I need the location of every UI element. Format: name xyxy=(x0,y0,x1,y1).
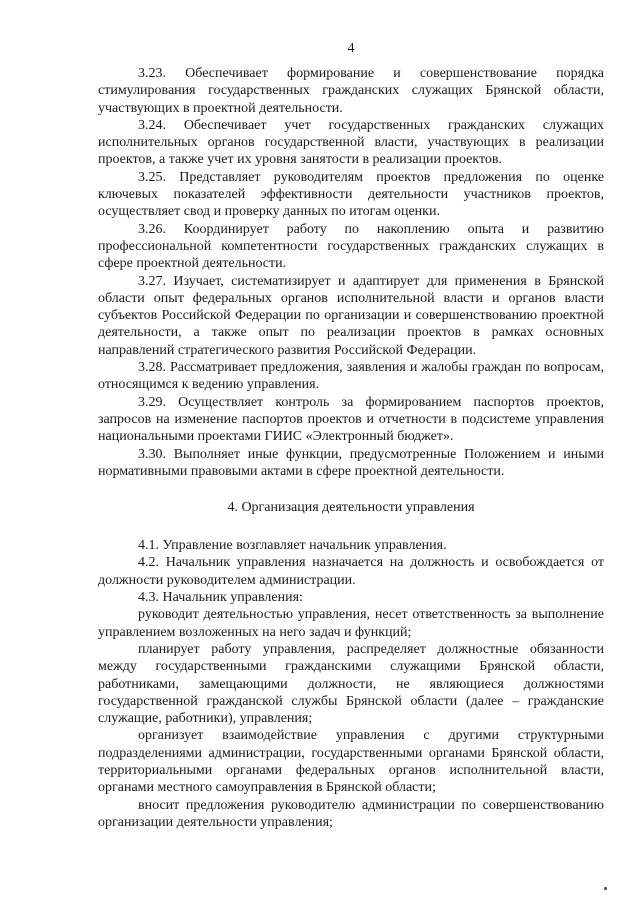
organization-section xyxy=(98,537,604,831)
paragraph-duty-4: вносит предложения руководителю администрации по совершенствованию организации деятельности управления; xyxy=(98,797,604,830)
paragraph-3-24: 3.24. Обеспечивает учет государственных гражданских служащих исполнительных органов государственной власти, участвующих в реализации проектов, а также учет их уровня занятости в реализации проектов. xyxy=(98,117,604,168)
paragraph-3-29: 3.29. Осуществляет контроль за формированием паспортов проектов, запросов на изменение паспортов проектов и отчетности в подсистеме управления национальными проектами ГИИС «Электронный бюджет». xyxy=(98,394,604,445)
paragraph-4-3: 4.3. Начальник управления: xyxy=(138,590,303,606)
paragraph-duty-1: руководит деятельностью управления, несет ответственность за выполнение управлением возложенных на него задач и функций; xyxy=(98,607,604,640)
paragraph-4-2: 4.2. Начальник управления назначается на должность и освобождается от должности руководителем администрации. xyxy=(98,555,604,588)
paragraph-3-23: 3.23. Обеспечивает формирование и совершенствование порядка стимулирования государственных гражданских служащих Брянской области, участвующих в проектной деятельности. xyxy=(98,66,604,116)
section-title: 4. Организация деятельности управления xyxy=(227,500,475,516)
paragraph-3-27: 3.27. Изучает, систематизирует и адаптирует для применения в Брянской области опыт федеральных органов исполнительной власти и органов власти субъектов Российской Федерации по организации и совершенствованию проектной деятельности, а также опыт по реализации проектов в рамках основных направлений стратегического развития Российской Федерации. xyxy=(98,273,604,358)
functions-section xyxy=(98,65,604,480)
paragraph-duty-2: планирует работу управления, распределяет должностные обязанности между государственными гражданскими служащими Брянской области, работниками, замещающими должности, не являющиеся должностями государственной гражданской службы Брянской области (далее – гражданские служащие, работники), управления; xyxy=(98,641,604,727)
paragraph-4-1: 4.1. Управление возглавляет начальник управления. xyxy=(138,538,447,554)
paragraph-3-28: 3.28. Рассматривает предложения, заявления и жалобы граждан по вопросам, относящимся к ведению управления. xyxy=(98,360,604,393)
page-number: 4 xyxy=(347,41,355,56)
scan-speck xyxy=(604,887,607,890)
paragraph-duty-3: организует взаимодействие управления с другими структурными подразделениями администрации, государственными органами Брянской области, территориальными органами федеральных органов исполнительной власти, органами местного самоуправления в Брянской области; xyxy=(98,728,604,796)
paragraph-3-30: 3.30. Выполняет иные функции, предусмотренные Положением и иными нормативными правовыми актами в сфере проектной деятельности. xyxy=(98,446,604,479)
paragraph-3-26: 3.26. Координирует работу по накоплению опыта и развитию профессиональной компетентности государственных гражданских служащих в сфере проектной деятельности. xyxy=(98,221,604,272)
paragraph-3-25: 3.25. Представляет руководителям проектов предложения по оценке ключевых показателей эффективности деятельности участников проектов, осуществляет свод и проверку данных по итогам оценки. xyxy=(98,169,604,220)
